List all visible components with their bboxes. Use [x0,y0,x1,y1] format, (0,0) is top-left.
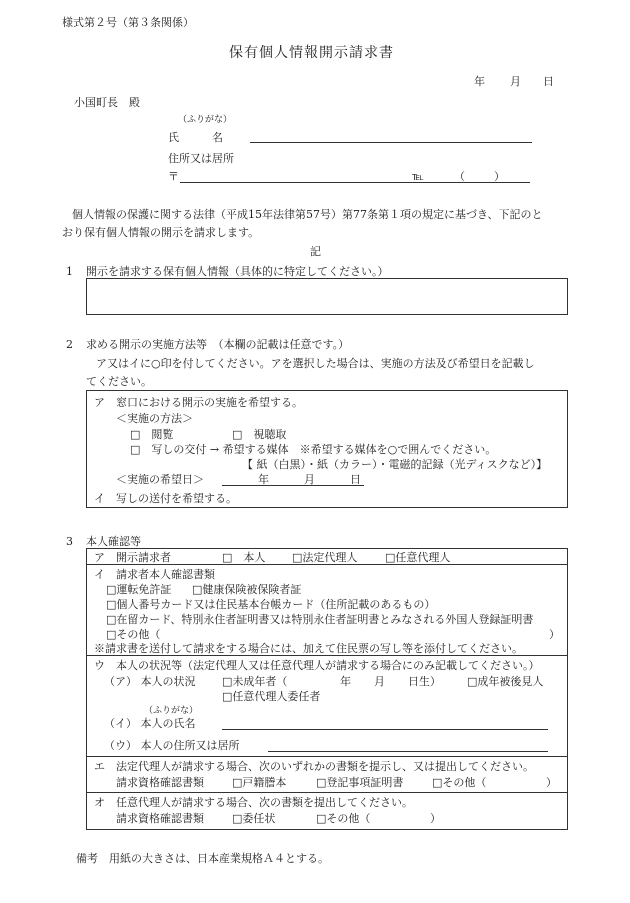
addressee: 小国町長 殿 [74,96,140,109]
media-options[interactable]: 【 紙（白黒）・紙（カラー）・電磁的記録（光ディスクなど）】 [242,458,548,471]
checkbox-legal-agent[interactable]: □法定代理人 [292,551,358,564]
option-i-mail[interactable]: イ 写しの送付を希望する。 [94,492,237,505]
intro-line-2: おり保有個人情報の開示を請求します。 [62,226,260,239]
checkbox-listen[interactable]: □ 視聴取 [232,428,287,441]
section1-title: 開示を請求する保有個人情報（具体的に特定してください。） [86,265,389,278]
voluntary-agent-docs-label: オ 任意代理人が請求する場合、次の書類を提出してください。 [94,796,413,809]
legal-qual-docs-label: 請求資格確認書類 [116,776,204,789]
checkbox-voluntary-principal[interactable]: □任意代理人委任者 [222,690,321,703]
requester-type-label: ア 開示請求者 [94,551,171,564]
checkbox-legal-other[interactable]: □その他（ [432,776,487,789]
date-day-label: 日 [543,75,554,88]
principal-status-label: ウ 本人の状況等（法定代理人又は任意代理人が請求する場合にのみ記載してください。） [94,659,540,672]
section2-instruction-1: ア又はイに○印を付してください。アを選択した場合は、実施の方法及び希望日を記載し [96,357,535,370]
minor-month: 月 [374,675,385,688]
divider [86,756,568,757]
option-a-window[interactable]: ア 窓口における開示の実施を希望する。 [94,396,303,409]
checkbox-drivers-license[interactable]: □運転免許証 [106,583,172,596]
name-label: 氏 名 [168,131,223,144]
furigana-label: （ふりがな） [178,115,233,125]
hope-date-day: 日 [350,473,361,486]
address-field[interactable] [180,182,530,183]
checkbox-copy[interactable]: □ 写しの交付 → 希望する媒体 ※希望する媒体を○で囲んでください。 [130,443,497,456]
checkbox-my-number-card[interactable]: □個人番号カード又は住民基本台帳カード（住所記載のあるもの） [106,598,436,611]
tel-label: ℡ [412,170,424,183]
legal-agent-docs-label: エ 法定代理人が請求する場合、次のいずれかの書類を提示し、又は提出してください。 [94,760,534,773]
divider [86,792,568,793]
legal-other-paren-close: ） [546,776,557,789]
hope-date-year: 年 [258,473,269,486]
principal-name-field[interactable] [222,729,548,730]
section1-number: 1 [66,265,73,278]
voluntary-qual-docs-label: 請求資格確認書類 [116,812,204,825]
name-field[interactable] [250,142,532,143]
section2-title: 求める開示の実施方法等 （本欄の記載は任意です。） [86,338,350,351]
checkbox-minor[interactable]: □未成年者（ [222,675,288,688]
postal-mark: 〒 [168,170,179,183]
checkbox-registry-cert[interactable]: □登記事項証明書 [316,776,404,789]
page-title: 保有個人情報開示請求書 [229,45,394,61]
principal-address-label: （ウ） 本人の住所又は居所 [104,739,240,752]
checkbox-other-id[interactable]: □その他（ [106,628,161,641]
minor-birthday: 日生） [408,675,441,688]
voluntary-other-paren-close: ） [430,812,441,825]
other-id-paren-close: ） [549,628,560,641]
tel-paren-open: （ [454,170,465,183]
hope-date-month: 月 [304,473,315,486]
date-month-label: 月 [510,75,521,88]
checkbox-view[interactable]: □ 閲覧 [130,428,174,441]
tel-paren-close: ） [494,170,505,183]
principal-address-field[interactable] [268,751,548,752]
date-year-label: 年 [474,75,485,88]
checkbox-voluntary-agent[interactable]: □任意代理人 [385,551,451,564]
minor-year: 年 [340,675,351,688]
footer-note: 備考 用紙の大きさは、日本産業規格Ａ４とする。 [76,852,329,865]
checkbox-residence-card[interactable]: □在留カード、特別永住者証明書又は特別永住者証明書とみなされる外国人登録証明書 [106,613,534,626]
ki-label: 記 [310,245,321,258]
section2-instruction-2: てください。 [86,375,152,388]
checkbox-voluntary-other[interactable]: □その他（ [316,812,371,825]
principal-situation-label: （ア） 本人の状況 [104,675,196,688]
address-label: 住所又は居所 [168,152,234,165]
checkbox-adult-ward[interactable]: □成年被後見人 [467,675,544,688]
checkbox-power-of-attorney[interactable]: □委任状 [232,812,276,825]
intro-line-1: 個人情報の保護に関する法律（平成15年法律第57号）第77条第１項の規定に基づき、下記のと [72,208,543,221]
method-label: ＜実施の方法＞ [116,412,193,425]
section3-title: 本人確認等 [86,535,141,548]
requested-info-field[interactable] [86,278,568,315]
mail-note: ※請求書を送付して請求をする場合には、加えて住民票の写し等を添付してください。 [94,642,523,655]
id-docs-label: イ 請求者本人確認書類 [94,568,215,581]
principal-name-label: （イ） 本人の氏名 [104,717,196,730]
principal-furigana-label: （ふりがな） [144,706,199,716]
form-number: 様式第２号（第３条関係） [62,16,194,29]
hope-date-field[interactable] [222,485,364,486]
checkbox-family-register[interactable]: □戸籍謄本 [232,776,287,789]
section2-number: 2 [66,338,73,351]
checkbox-health-insurance[interactable]: □健康保険被保険者証 [192,583,302,596]
section3-number: 3 [66,535,73,548]
hope-date-label: ＜実施の希望日＞ [116,473,204,486]
checkbox-self[interactable]: □ 本人 [222,551,266,564]
